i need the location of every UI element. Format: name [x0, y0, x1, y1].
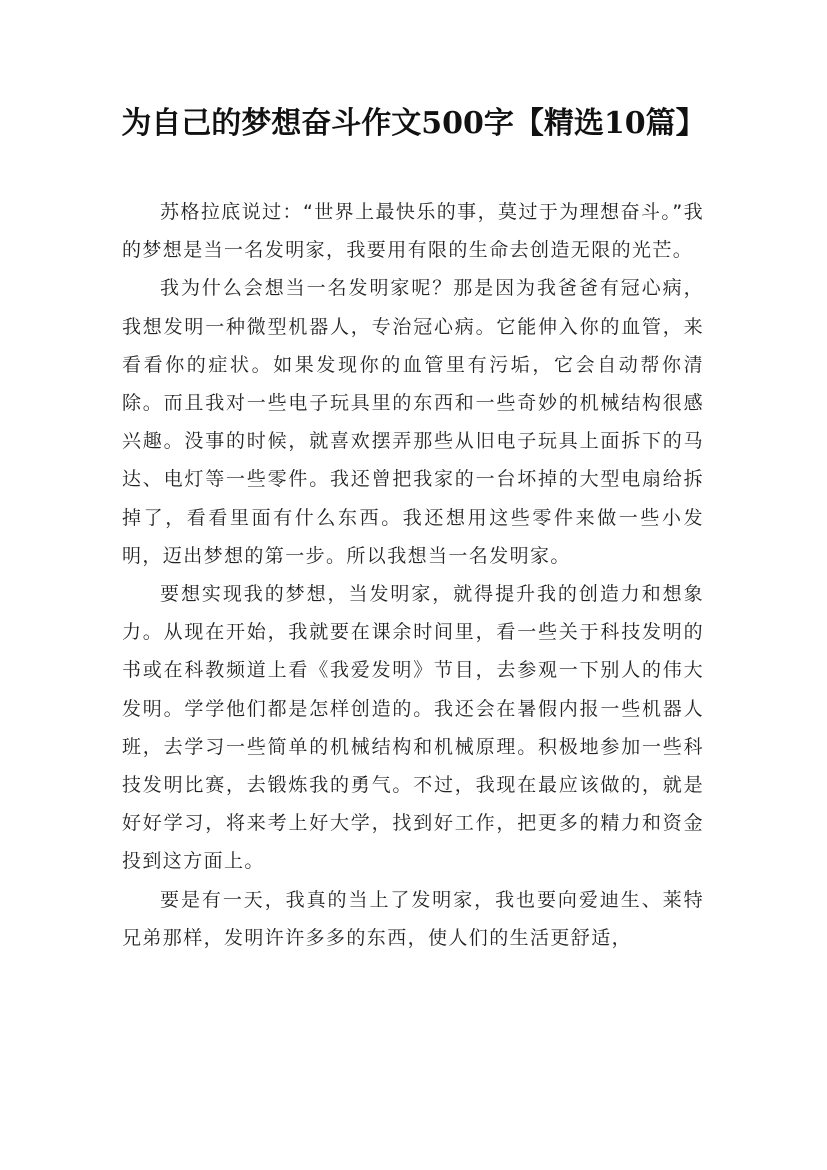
paragraph: 我为什么会想当一名发明家呢？那是因为我爸爸有冠心病，我想发明一种微型机器人，专治冠心病。它能伸入你的血管，来看看你的症状。如果发现你的血管里有污垢，它会自动帮你清除。而且我对一些电子玩具里的东西和一些奇妙的机械结构很感兴趣。没事的时候，就喜欢摆弄那些从旧电子玩具上面拆下的马达、电灯等一些零件。我还曾把我家的一台坏掉的大型电扇给拆掉了，看看里面有什么东西。我还想用这些零件来做一些小发明，迈出梦想的第一步。所以我想当一名发明家。 — [122, 277, 704, 567]
document-title: 为自己的梦想奋斗作文500字【精选10篇】 — [121, 106, 706, 141]
paragraph: 要想实现我的梦想，当发明家，就得提升我的创造力和想象力。从现在开始，我就要在课余时间里，看一些关于科技发明的书或在科教频道上看《我爱发明》节目，去参观一下别人的伟大发明。学学他们都是怎样创造的。我还会在暑假内报一些机器人班，去学习一些简单的机械结构和机械原理。积极地参加一些科技发明比赛，去锻炼我的勇气。不过，我现在最应该做的，就是好好学习，将来考上好大学，找到好工作，把更多的精力和资金投到这方面上。 — [122, 583, 704, 873]
paragraph: 要是有一天，我真的当上了发明家，我也要向爱迪生、莱特兄弟那样，发明许许多多的东西，使人们的生活更舒适， — [122, 888, 704, 949]
paragraph: 苏格拉底说过：“世界上最快乐的事，莫过于为理想奋斗。”我的梦想是当一名发明家，我要用有限的生命去创造无限的光芒。 — [122, 201, 704, 262]
document-body — [122, 193, 704, 957]
